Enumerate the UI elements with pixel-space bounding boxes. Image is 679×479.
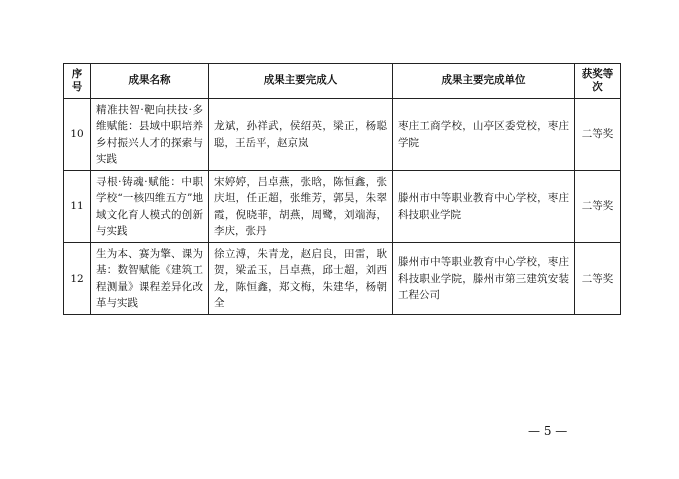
page-number: — 5 — xyxy=(528,424,568,438)
cell-units: 枣庄工商学校，山亭区委党校，枣庄学院 xyxy=(393,99,575,171)
cell-seq: 11 xyxy=(64,171,91,243)
cell-seq: 10 xyxy=(64,99,91,171)
cell-people: 徐立溥，朱青龙，赵启良，田雷，耿贺，梁孟玉，吕卓燕，邱士超，刘西龙，陈恒鑫，郑文梅，朱建华，杨朝全 xyxy=(209,243,393,315)
header-people: 成果主要完成人 xyxy=(209,64,393,99)
awards-table xyxy=(63,63,621,315)
header-name: 成果名称 xyxy=(91,64,209,99)
cell-name: 寻根·铸魂·赋能：中职学校“一核四维五方”地域文化育人模式的创新与实践 xyxy=(91,171,209,243)
cell-people: 宋婷婷，吕卓燕，张晗，陈恒鑫，张庆坦，任正超，张维芳，郭昊，朱翠霞，倪晓菲，胡燕，周鹭，刘端海，李庆，张丹 xyxy=(209,171,393,243)
cell-units: 滕州市中等职业教育中心学校，枣庄科技职业学院，滕州市第三建筑安装工程公司 xyxy=(393,243,575,315)
cell-award: 二等奖 xyxy=(575,171,621,243)
header-seq: 序号 xyxy=(64,64,91,99)
cell-seq: 12 xyxy=(64,243,91,315)
table-row xyxy=(64,99,621,171)
table-row xyxy=(64,171,621,243)
cell-award: 二等奖 xyxy=(575,243,621,315)
cell-units: 滕州市中等职业教育中心学校，枣庄科技职业学院 xyxy=(393,171,575,243)
cell-award: 二等奖 xyxy=(575,99,621,171)
header-award: 获奖等次 xyxy=(575,64,621,99)
table-row xyxy=(64,243,621,315)
table-header-row xyxy=(64,64,621,99)
header-units: 成果主要完成单位 xyxy=(393,64,575,99)
cell-name: 生为本、赛为擎、课为基：数智赋能《建筑工程测量》课程差异化改革与实践 xyxy=(91,243,209,315)
cell-people: 龙斌，孙祥武，侯绍英，梁正，杨聪聪，王岳平，赵京岚 xyxy=(209,99,393,171)
cell-name: 精准扶智·靶向扶技·多维赋能：县域中职培养乡村振兴人才的探索与实践 xyxy=(91,99,209,171)
